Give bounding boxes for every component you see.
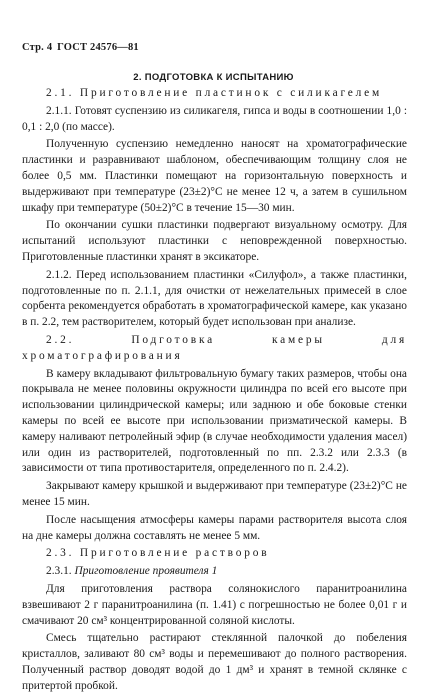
heading-2-3-1-number: 2.3.1. [46,565,72,578]
subsection-heading-2-2: 2.2. Подготовка камеры для хроматографирования [22,333,407,362]
section-title: 2. ПОДГОТОВКА К ИСПЫТАНИЮ [133,72,294,83]
document-body [22,86,407,696]
paragraph-2-1-2: 2.1.2. Перед использованием пластинки «Силуфол», а также пластинки, подготовленные по п. 2.1.1, для очистки от нежелательных примесей в слое сорбента рекомендуется обработать в хроматографической камере, как указано в п. 2.2, тем растворителем, который будет использован при анализе. [22,268,407,329]
subsection-heading-2-1: 2.1. Приготовление пластинок с силикагелем [46,87,382,99]
paragraph-saturation: После насыщения атмосферы камеры парами растворителя высота слоя на дне камеры должна составлять не менее 5 мм. [22,513,407,542]
page-number-label: Стр. 4 [22,42,53,53]
paragraph-mix: Смесь тщательно растирают стеклянной палочкой до побеления кристаллов, заливают 80 см³ воды и перемешивают до полного растворения. Полученный раствор доводят водой до 1 дм³ и хранят в темной склянке с притертой пробкой. [22,632,407,692]
page-header [22,42,141,53]
paragraph-drying: По окончании сушки пластинки подвергают визуальному осмотру. Для испытаний используют пластинки с неповрежденной поверхностью. Приготовленные пластинки хранят в эксикаторе. [22,219,407,263]
paragraph-close-camera: Закрывают камеру крышкой и выдерживают при температуре (23±2)°С не менее 15 мин. [22,480,407,508]
subsection-heading-2-3-1 [22,564,407,580]
heading-2-3-1-title: Приготовление проявителя 1 [74,565,218,578]
paragraph-camera: В камеру вкладывают фильтровальную бумагу таких размеров, чтобы она покрывала не менее половины окружности цилиндра по всей его высоте при использовании цилиндрической камеры; или заднюю и обе боковые стенки камеры по всей ее высоте при использовании призматической камеры. В камеру наливают петролейный эфир (в случае необходимости удаления масел) или один из растворителей, подготовленный по пп. 2.3.2 или 2.3.3 (в зависимости от типа противостарителя, определенного по п. 2.4.2). [22,367,407,475]
paragraph-2-1-1: 2.1.1. Готовят суспензию из силикагеля, гипса и воды в соотношении 1,0 : 0,1 : 2,0 (по массе). [22,104,407,133]
standard-number: ГОСТ 24576—81 [57,42,139,53]
subsection-heading-2-3: 2.3. Приготовление растворов [46,547,270,560]
paragraph-suspension: Полученную суспензию немедленно наносят на хроматографические пластинки и разравнивают шаблоном, обеспечивающим толщину слоя не более 0,5 мм. Пластинки помещают на горизонтальную поверхность и выдерживают при температуре (23±2)°С не менее 12 ч, а затем в сушильном шкафу при температуре (50±2)°С в течение 15—30 мин. [22,138,407,214]
paragraph-solution: Для приготовления раствора солянокислого паранитроанилина взвешивают 2 г паранитроанилина (п. 1.41) с погрешностью не более 0,01 г и смачивают 20 см³ концентрированной соляной кислоты. [22,582,407,627]
